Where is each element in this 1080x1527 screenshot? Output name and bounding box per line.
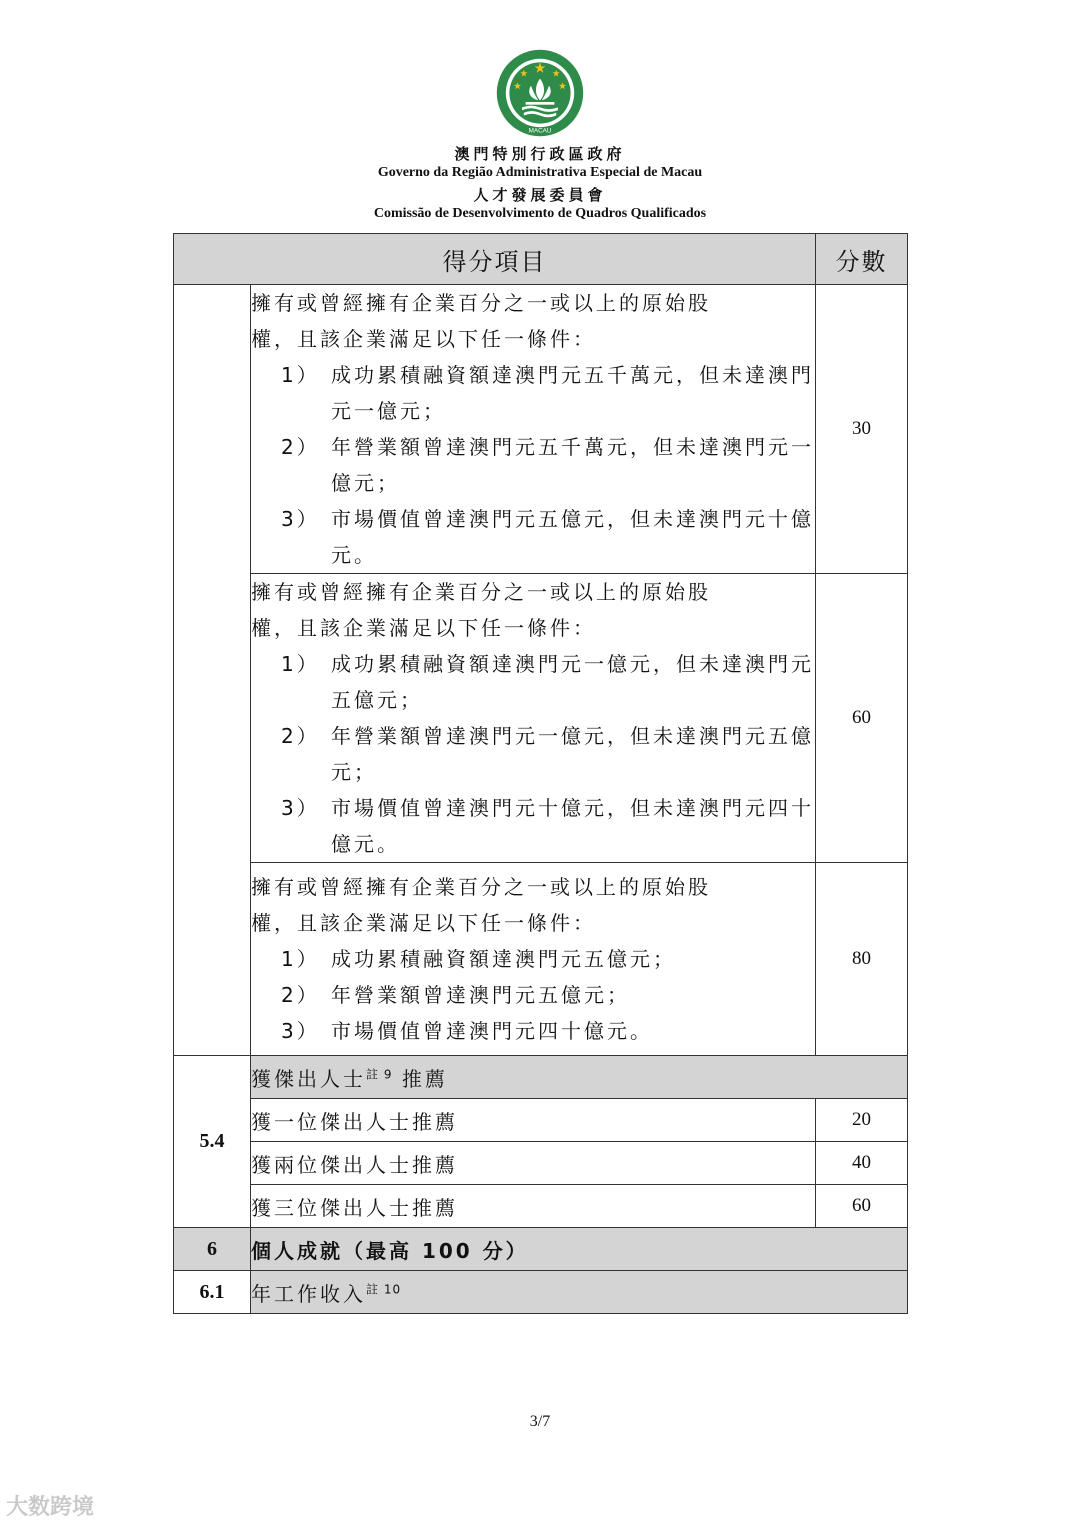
table-row: [174, 1185, 908, 1228]
criteria-cell: [251, 574, 816, 863]
condition-item: 1） 成功累積融資額達澳門元五億元；: [281, 947, 676, 971]
condition-item: 2） 年營業額曾達澳門元五億元；: [281, 983, 630, 1007]
criteria-cell: 獲一位傑出人士推薦: [251, 1099, 816, 1142]
criteria-cell: [251, 863, 816, 1056]
section-code: 5.4: [174, 1056, 251, 1228]
condition-item: 2） 年營業額曾達澳門元一億元，但未達澳門元五億元；: [281, 724, 814, 784]
emblem-label: MACAU: [528, 127, 552, 135]
empty-code-cell: [174, 285, 251, 1056]
condition-item: 3） 市場價值曾達澳門元十億元，但未達澳門元四十億元。: [281, 796, 814, 856]
government-name-pt: Governo da Região Administrativa Especial de Macau: [377, 165, 703, 180]
criteria-intro: 擁有或曾經擁有企業百分之一或以上的原始股: [251, 580, 711, 604]
macau-emblem-icon: [495, 48, 585, 138]
condition-item: 3） 市場價值曾達澳門元五億元，但未達澳門元十億元。: [281, 507, 814, 567]
criteria-cell: 獲兩位傑出人士推薦: [251, 1142, 816, 1185]
table-row: [174, 1142, 908, 1185]
score-cell: 60: [816, 574, 908, 863]
committee-name-zh: 人才發展委員會: [473, 186, 607, 204]
criteria-cell: 獲三位傑出人士推薦: [251, 1185, 816, 1228]
committee-name-pt: Comissão de Desenvolvimento de Quadros Qualificados: [373, 206, 707, 221]
section-title: 個人成就（最高 100 分）: [251, 1228, 908, 1271]
score-cell: 30: [816, 285, 908, 574]
document-header: [0, 48, 1080, 223]
table-row: [174, 1099, 908, 1142]
watermark: 大数跨境: [6, 1495, 95, 1520]
table-header-row: [174, 234, 908, 285]
condition-item: 1） 成功累積融資額達澳門元五千萬元，但未達澳門元一億元；: [281, 363, 814, 423]
scoring-table: [173, 233, 908, 1314]
criteria-intro: 權，且該企業滿足以下任一條件：: [251, 616, 596, 640]
table-row: [174, 574, 908, 863]
table-row: [174, 863, 908, 1056]
condition-item: 3） 市場價值曾達澳門元四十億元。: [281, 1019, 653, 1043]
criteria-intro: 權，且該企業滿足以下任一條件：: [251, 911, 596, 935]
section-title: 年工作收入$^{註 10}$: [251, 1271, 908, 1314]
score-cell: 20: [816, 1099, 908, 1142]
section-code: 6.1: [174, 1271, 251, 1314]
table-row: [174, 1271, 908, 1314]
criteria-cell: [251, 285, 816, 574]
note-ref: 註 9: [366, 1066, 393, 1081]
table-row: [174, 285, 908, 574]
criteria-intro: 擁有或曾經擁有企業百分之一或以上的原始股: [251, 875, 711, 899]
criteria-intro: 權，且該企業滿足以下任一條件：: [251, 327, 596, 351]
table-row: [174, 1228, 908, 1271]
note-ref: 註 10: [366, 1281, 402, 1296]
header-scoring-item: 得分項目: [174, 234, 816, 285]
section-code: 6: [174, 1228, 251, 1271]
score-cell: 80: [816, 863, 908, 1056]
criteria-intro: 擁有或曾經擁有企業百分之一或以上的原始股: [251, 291, 711, 315]
header-score: 分數: [816, 234, 908, 285]
section-title: 獲傑出人士$^{註 9}$ 推薦: [251, 1056, 908, 1099]
condition-item: 1） 成功累積融資額達澳門元一億元，但未達澳門元五億元；: [281, 652, 814, 712]
government-name-zh: 澳門特別行政區政府: [454, 145, 626, 163]
score-cell: 40: [816, 1142, 908, 1185]
page-number: 3/7: [529, 1413, 551, 1430]
score-cell: 60: [816, 1185, 908, 1228]
condition-item: 2） 年營業額曾達澳門元五千萬元，但未達澳門元一億元；: [281, 435, 814, 495]
table-row: [174, 1056, 908, 1099]
